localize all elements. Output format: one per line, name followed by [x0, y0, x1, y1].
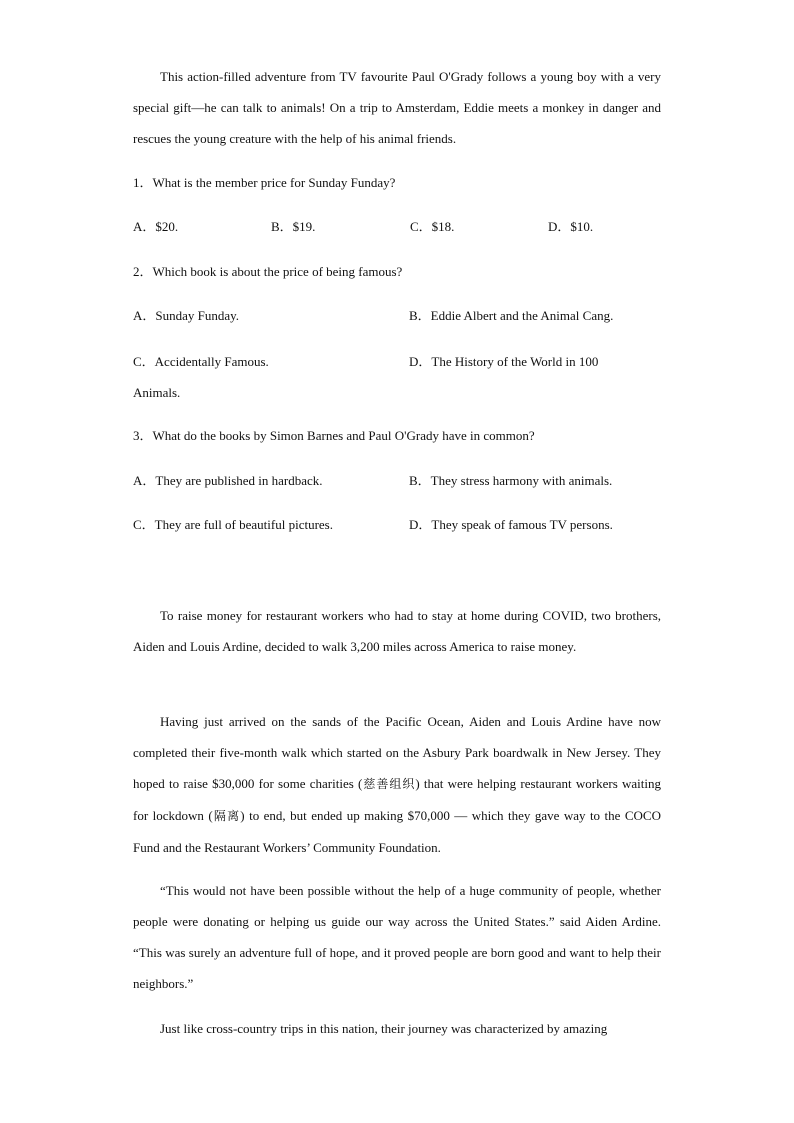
question-3-option-c: C．They are full of beautiful pictures. [133, 517, 333, 532]
passage2-paragraph-2-part-c: ) to end, but ended up making $70,000 — which they gave way to the COCO Fund and the Restaurant Workers’ Community Foundation. [133, 808, 661, 855]
passage2-paragraph-3: “This would not have been possible without the help of a huge community of people, whether people were donating or helping us guide our way across the United States.” said Aiden Ardine. “This was surely an adventure full of hope, and it proved people are born good and want to help their neighbors.” [133, 883, 661, 991]
question-1-option-c: C．$18. [410, 219, 455, 234]
question-2-option-b: B．Eddie Albert and the Animal Cang. [409, 308, 614, 323]
question-3-option-a: A．They are published in hardback. [133, 473, 323, 488]
passage2-paragraph-2-part-b: ) that were helping restaurant workers waiting for lockdown ( [133, 776, 661, 823]
passage2-paragraph-2 [133, 706, 661, 863]
passage2-paragraph-1: To raise money for restaurant workers who had to stay at home during COVID, two brothers, Aiden and Louis Ardine, decided to walk 3,200 miles across America to raise money. [133, 608, 661, 654]
question-3-option-b: B．They stress harmony with animals. [409, 473, 613, 488]
passage2-gloss-charities: 慈善组织 [362, 777, 416, 791]
question-2-option-d-continued: Animals. [133, 385, 181, 400]
passage2-paragraph-2-part-a: Having just arrived on the sands of the Pacific Ocean, Aiden and Louis Ardine have now completed their five-month walk which started on the Asbury Park boardwalk in New Jersey. They hoped to raise $30,000 for some charities ( [133, 714, 661, 791]
question-3-stem: 3．What do the books by Simon Barnes and Paul O'Grady have in common? [133, 428, 535, 443]
question-1-option-d: D．$10. [548, 219, 594, 234]
question-2-options-cd [133, 346, 633, 408]
question-3-option-d: D．They speak of famous TV persons. [409, 517, 613, 532]
question-1-option-b: B．$19. [271, 219, 316, 234]
question-1-stem: 1．What is the member price for Sunday Funday? [133, 175, 396, 190]
passage2-paragraph-4: Just like cross-country trips in this nation, their journey was characterized by amazing [160, 1021, 608, 1036]
question-2-stem: 2．Which book is about the price of being famous? [133, 264, 403, 279]
question-2-option-c: C．Accidentally Famous. [133, 354, 269, 369]
question-1-option-a: A．$20. [133, 219, 179, 234]
passage-paragraph-1: This action-filled adventure from TV favourite Paul O'Grady follows a young boy with a very special gift—he can talk to animals! On a trip to Amsterdam, Eddie meets a monkey in danger and rescues the young creature with the help of his animal friends. [133, 69, 661, 146]
question-2-option-a: A．Sunday Funday. [133, 308, 240, 323]
passage2-gloss-lockdown: 隔离 [212, 809, 241, 823]
question-2-option-d: D．The History of the World in 100 [409, 354, 599, 369]
